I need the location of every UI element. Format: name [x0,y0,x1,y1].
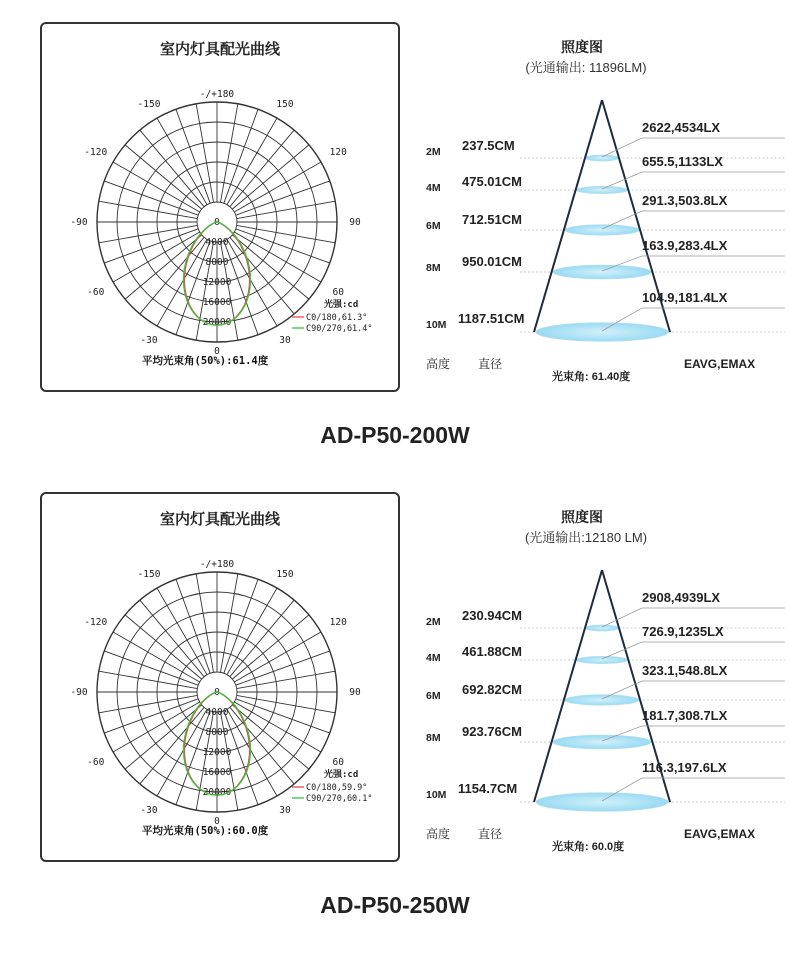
lux-leader [602,642,785,659]
illuminance-value: 291.3,503.8LX [642,193,728,208]
legend-label: C90/270,61.4° [306,324,373,334]
illuminance-cone-diagram [400,470,790,870]
diameter-value: 692.82CM [462,682,522,697]
polar-angle-label: 60 [332,287,344,298]
polar-angle-label: 150 [276,99,294,111]
polar-angle-label: -90 [70,217,88,228]
cone-edge [534,100,602,332]
illuminance-ellipse [536,323,668,341]
polar-angle-label: -150 [137,99,161,111]
polar-diagram-title: 室内灯具配光曲线 [159,40,280,58]
polar-angle-label: 120 [329,617,347,628]
diameter-value: 1187.51CM [458,311,525,326]
polar-grid-spoke [232,615,309,679]
illuminance-value: 726.9,1235LX [642,624,724,639]
diameter-value: 237.5CM [462,138,515,153]
polar-angle-label: 120 [329,147,347,158]
height-label: 6M [426,690,441,702]
polar-grid-spoke [140,600,204,677]
polar-radial-label: 8000 [205,257,229,268]
polar-diagram-panel [40,22,400,392]
beam-angle: 光束角: 61.40度 [552,371,631,383]
illuminance-value: 116.3,197.6LX [642,760,727,775]
height-label: 2M [426,616,441,628]
polar-diagram-title: 室内灯具配光曲线 [159,510,280,528]
polar-angle-label: -/+180 [199,559,235,570]
polar-angle-label: -60 [87,757,105,768]
diameter-value: 950.01CM [462,254,522,269]
illuminance-ellipse [565,695,639,705]
product-section-1 [0,0,790,470]
polar-grid-spoke [230,130,294,207]
lux-leader [602,172,785,189]
illuminance-value: 2908,4939LX [642,590,721,605]
polar-angle-label: 90 [349,217,361,228]
polar-grid-spoke [125,235,202,299]
height-label: 4M [426,182,441,194]
polar-grid-spoke [140,707,204,784]
illuminance-cone-diagram [400,0,790,400]
polar-grid-spoke [230,707,294,784]
polar-grid-spoke [140,237,204,314]
illuminance-ellipse [553,735,651,749]
polar-angle-label: -120 [84,617,108,628]
illuminance-value: 181.7,308.7LX [642,708,728,723]
eavg-emax-label: EAVG,EMAX [684,827,756,841]
polar-radial-label: 8000 [205,727,229,738]
polar-angle-label: 0 [214,346,220,357]
polar-radial-label: 16000 [202,297,232,308]
polar-angle-label: -60 [87,287,105,298]
polar-grid-spoke [140,130,204,207]
model-name: AD-P50-250W [320,892,470,918]
polar-radial-label: 0 [214,217,220,228]
polar-grid-spoke [125,145,202,209]
illuminance-ellipse [553,265,651,279]
diameter-value: 1154.7CM [458,781,518,796]
polar-diagram [42,494,398,860]
legend-label: C0/180,59.9° [306,783,368,793]
polar-angle-label: 30 [279,804,291,816]
polar-radial-label: 20000 [202,317,232,328]
illuminance-ellipse [565,225,639,235]
legend-title: 光强:cd [324,300,359,310]
height-label: 8M [426,262,441,274]
legend-title: 光强:cd [324,770,359,780]
polar-diagram-panel [40,492,400,862]
illuminance-value: 323.1,548.8LX [642,663,728,678]
cone-edge [534,570,602,802]
polar-grid-spoke [232,235,309,299]
height-column-label: 高度 [426,357,451,371]
diameter-column-label: 直径 [478,827,503,841]
diameter-value: 461.88CM [462,644,522,659]
illuminance-title: 照度图 [561,39,603,55]
height-label: 8M [426,732,441,744]
height-label: 10M [426,319,447,331]
luminous-flux: (光通输出: 11896LM) [525,60,647,75]
legend-label: C0/180,61.3° [306,313,368,323]
height-label: 4M [426,652,441,664]
polar-diagram [42,24,398,390]
height-label: 6M [426,220,441,232]
height-label: 2M [426,146,441,158]
polar-angle-label: -90 [70,687,88,698]
polar-angle-label: 150 [276,569,294,581]
polar-grid-spoke [125,705,202,769]
polar-angle-label: 30 [279,334,291,346]
polar-grid-spoke [230,237,294,314]
legend-label: C90/270,60.1° [306,794,373,804]
height-label: 10M [426,789,447,801]
height-column-label: 高度 [426,827,451,841]
illuminance-ellipse [536,793,668,811]
polar-angle-label: 0 [214,816,220,827]
polar-angle-label: -120 [84,147,108,158]
polar-grid-spoke [232,145,309,209]
polar-angle-label: -30 [140,334,158,346]
product-section-2 [0,470,790,940]
polar-radial-label: 0 [214,687,220,698]
eavg-emax-label: EAVG,EMAX [684,357,756,371]
polar-angle-label: -/+180 [199,89,235,100]
average-beam-angle: 平均光束角(50%):61.4度 [142,355,269,367]
polar-angle-label: -30 [140,804,158,816]
diameter-value: 712.51CM [462,212,522,227]
polar-radial-label: 16000 [202,767,232,778]
illuminance-ellipse [576,186,627,193]
polar-radial-label: 4000 [205,707,229,718]
polar-radial-label: 4000 [205,237,229,248]
diameter-value: 475.01CM [462,174,522,189]
diameter-value: 923.76CM [462,724,522,739]
model-name: AD-P50-200W [320,422,470,448]
polar-radial-label: 12000 [202,747,232,758]
luminous-flux: (光通输出:12180 LM) [524,530,648,545]
illuminance-value: 104.9,181.4LX [642,290,728,305]
polar-grid-spoke [125,615,202,679]
polar-angle-label: 60 [332,757,344,768]
illuminance-value: 163.9,283.4LX [642,238,728,253]
beam-angle: 光束角: 60.0度 [552,841,625,853]
polar-angle-label: 90 [349,687,361,698]
illuminance-ellipse [586,625,619,631]
illuminance-ellipse [586,155,619,161]
polar-angle-label: -150 [137,569,161,581]
polar-radial-label: 20000 [202,787,232,798]
diameter-value: 230.94CM [462,608,522,623]
illuminance-title: 照度图 [561,509,603,525]
polar-radial-label: 12000 [202,277,232,288]
average-beam-angle: 平均光束角(50%):60.0度 [142,825,269,837]
polar-grid-spoke [230,600,294,677]
diameter-column-label: 直径 [478,357,503,371]
illuminance-ellipse [576,656,627,663]
illuminance-value: 655.5,1133LX [642,154,723,169]
polar-grid-spoke [232,705,309,769]
illuminance-value: 2622,4534LX [642,120,721,135]
